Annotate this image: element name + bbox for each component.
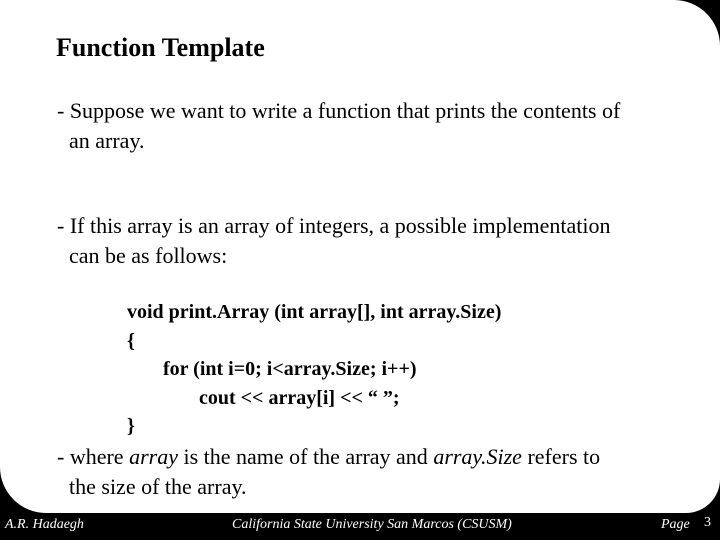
definitions-suffix: refers to (521, 444, 601, 469)
code-line-close-brace: } (127, 415, 135, 438)
paragraph-purpose-line-1: - Suppose we want to write a function that prints the contents of (57, 98, 621, 123)
code-line-for-loop: for (int i=0; i<array.Size; i++) (163, 358, 417, 381)
definitions-middle: is the name of the array and (177, 444, 434, 469)
paragraph-purpose-line-2: an array. (69, 128, 145, 153)
paragraph-implementation-line-2: can be as follows: (69, 243, 228, 268)
code-line-open-brace: { (127, 329, 135, 352)
code-block (127, 298, 501, 441)
footer-author: A.R. Hadaegh (5, 517, 84, 532)
paragraph-purpose (57, 96, 620, 156)
footer-page-number: 3 (704, 515, 711, 530)
definitions-prefix: - where (57, 444, 130, 469)
footer-page-label: Page (661, 517, 690, 532)
code-line-cout: cout << array[i] << “ ”; (199, 386, 400, 409)
code-line-signature: void print.Array (int array[], int array.Size) (127, 301, 502, 323)
slide-title: Function Template (56, 33, 265, 62)
paragraph-definitions-line-2: the size of the array. (69, 474, 247, 499)
term-array: array (129, 444, 178, 469)
paragraph-implementation (57, 211, 611, 271)
term-array-size: array.Size (433, 444, 522, 469)
paragraph-implementation-line-1: - If this array is an array of integers, a possible implementation (57, 213, 611, 238)
paragraph-definitions (57, 442, 600, 502)
slide-footer (0, 513, 720, 540)
footer-university: California State University San Marcos (CSUSM) (232, 517, 512, 532)
paragraph-definitions-line-1 (57, 442, 600, 472)
